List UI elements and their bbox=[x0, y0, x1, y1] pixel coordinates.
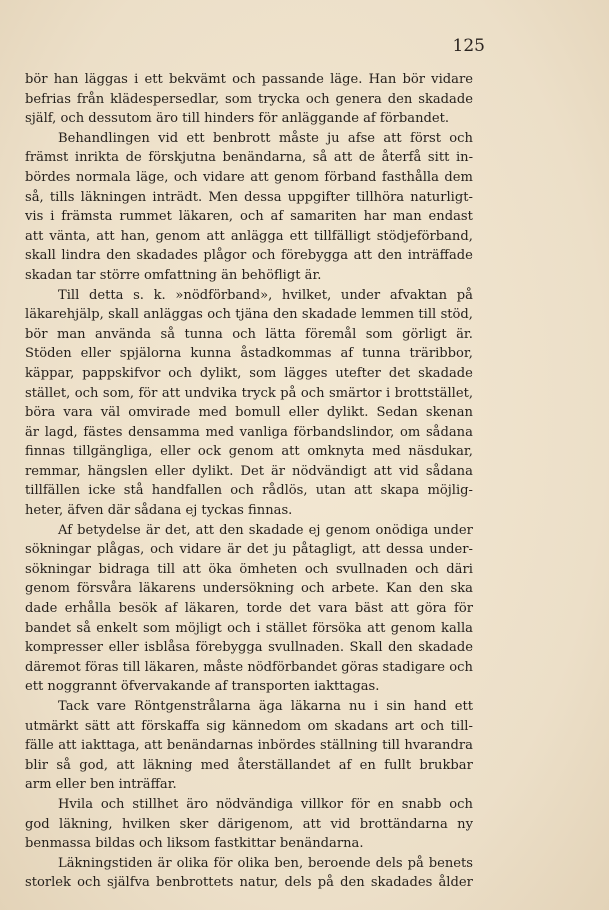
text-line: bör man använda så tunna och lätta föremål som görligt är. bbox=[25, 326, 473, 342]
text-line: vis i främsta rummet läkaren, och af samariten har man endast bbox=[25, 209, 473, 225]
text-line: dade erhålla besök af läkaren, torde det vara bäst att göra för bbox=[25, 601, 473, 617]
page-number: 125 bbox=[452, 36, 485, 56]
text-line: Till detta s. k. »nödförband», hvilket, under afvaktan på bbox=[58, 287, 473, 303]
body-text bbox=[25, 70, 473, 893]
text-line: befrias från klädespersedlar, som trycka och genera den skadade bbox=[25, 91, 473, 107]
text-line: så, tills läkningen inträdt. Men dessa uppgifter tillhöra naturligt- bbox=[25, 189, 473, 205]
text-line: bördes normala läge, och vidare att genom förband fasthålla dem bbox=[25, 169, 473, 185]
text-line: remmar, hängslen eller dylikt. Det är nödvändigt att vid sådana bbox=[25, 463, 473, 479]
text-line: däremot föras till läkaren, måste nödförbandet göras stadigare och bbox=[25, 659, 473, 675]
text-line: käppar, pappskifvor och dylikt, som lägges utefter det skadade bbox=[25, 365, 473, 381]
text-line: tillfällen icke stå handfallen och rådlös, utan att skapa möjlig- bbox=[25, 483, 473, 499]
text-line: ett noggrannt öfvervakande af transporten iakttagas. bbox=[25, 679, 380, 695]
text-line: läkarehjälp, skall anläggas och tjäna den skadade lemmen till stöd, bbox=[25, 307, 473, 323]
text-line: genom försvåra läkarens undersökning och arbete. Kan den ska bbox=[25, 581, 473, 597]
text-line: blir så god, att läkning med återställandet af en fullt brukbar bbox=[25, 757, 473, 773]
text-line: Behandlingen vid ett benbrott måste ju afse att först och bbox=[58, 130, 473, 146]
text-line: Läkningstiden är olika för olika ben, beroende dels på benets bbox=[58, 855, 473, 871]
text-line: är lagd, fästes densamma med vanliga förbandslindor, om sådana bbox=[25, 424, 473, 440]
text-line: stället, och som, för att undvika tryck på och smärtor i brottstället, bbox=[25, 385, 473, 401]
text-line: främst inrikta de förskjutna benändarna, så att de återfå sitt in- bbox=[25, 150, 473, 166]
text-line: Hvila och stillhet äro nödvändiga villkor för en snabb och bbox=[58, 796, 473, 812]
text-line: benmassa bildas och liksom fastkittar benändarna. bbox=[25, 836, 364, 852]
text-line: skall lindra den skadades plågor och förebygga att den inträffade bbox=[25, 248, 473, 264]
text-line: storlek och själfva benbrottets natur, dels på den skadades ålder bbox=[25, 875, 473, 891]
text-line: Tack vare Röntgenstrålarna äga läkarna nu i sin hand ett bbox=[58, 699, 473, 714]
text-line: god läkning, hvilken sker därigenom, att vid brottändarna ny bbox=[25, 816, 473, 832]
text-line: själf, och dessutom äro till hinders för anläggande af förbandet. bbox=[25, 111, 450, 127]
text-line: kompresser eller isblåsa förebygga svullnaden. Skall den skadade bbox=[25, 640, 473, 656]
text-line: sökningar bidraga till att öka ömheten och svullnaden och däri bbox=[25, 561, 473, 577]
text-line: böra vara väl omvirade med bomull eller dylikt. Sedan skenan bbox=[25, 405, 473, 421]
text-line: skadan tar större omfattning än behöfligt är. bbox=[25, 267, 322, 283]
text-line: sökningar plågas, och vidare är det ju påtagligt, att dessa under- bbox=[25, 542, 473, 558]
text-line: finnas tillgängliga, eller ock genom att omknyta med näsdukar, bbox=[25, 444, 473, 460]
text-line: utmärkt sätt att förskaffa sig kännedom om skadans art och till- bbox=[25, 718, 473, 734]
text-line: att vänta, att han, genom att anlägga ett tillfälligt stödjeförband, bbox=[25, 228, 473, 244]
text-line: bör han läggas i ett bekvämt och passande läge. Han bör vidare bbox=[25, 72, 473, 87]
text-line: Af betydelse är det, att den skadade ej genom onödiga under bbox=[58, 522, 473, 538]
text-line: fälle att iakttaga, att benändarnas inbördes ställning till hvarandra bbox=[25, 738, 473, 754]
text-line: arm eller ben inträffar. bbox=[25, 777, 177, 793]
text-line: heter, äfven där sådana ej tyckas finnas. bbox=[25, 503, 293, 519]
text-line: bandet så enkelt som möjligt och i stället försöka att genom kalla bbox=[25, 620, 473, 636]
text-line: Stöden eller spjälorna kunna åstadkommas af tunna träribbor, bbox=[25, 346, 473, 362]
